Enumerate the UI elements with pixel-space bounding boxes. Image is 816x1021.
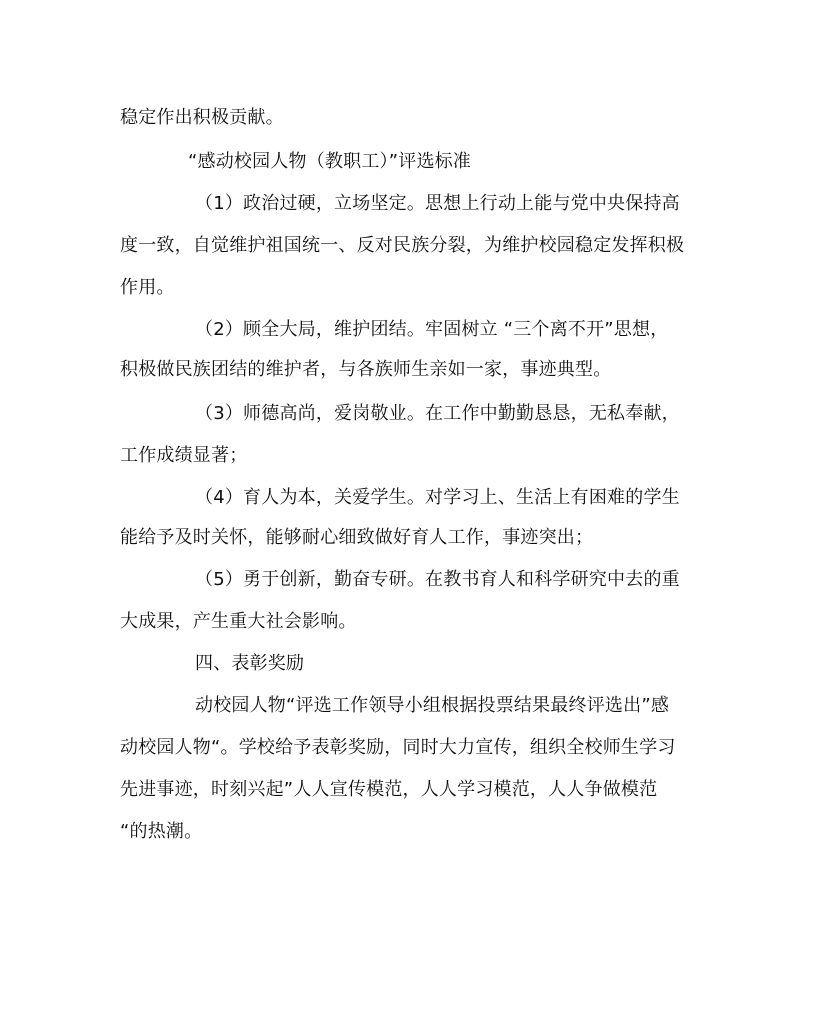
criterion-1-line-2: 度一致，自觉维护祖国统一、反对民族分裂，为维护校园稳定发挥积极 [120, 235, 685, 256]
criterion-3-line-2: 工作成绩显著； [120, 445, 248, 466]
awards-paragraph-line-4: “的热潮。 [120, 821, 203, 842]
criterion-4-line-1: （4）育人为本，关爱学生。对学习上、生活上有困难的学生 [195, 487, 680, 508]
criterion-4-line-2: 能给予及时关怀，能够耐心细致做好育人工作，事迹突出； [120, 527, 594, 548]
criterion-5-line-2: 大成果，产生重大社会影响。 [120, 611, 357, 632]
criterion-2-line-2: 积极做民族团结的维护者，与各族师生亲如一家，事迹典型。 [120, 359, 612, 380]
section-heading-awards: 四、表彰奖励 [195, 653, 305, 674]
criterion-2-line-1: （2）顾全大局，维护团结。牢固树立 “三个离不开”思想， [195, 319, 669, 340]
awards-paragraph-line-2: 动校园人物“。学校给予表彰奖励，同时大力宣传，组织全校师生学习 [120, 737, 676, 758]
section-heading-criteria: “感动校园人物（教职工）”评选标准 [188, 151, 472, 172]
criterion-1-line-3: 作用。 [120, 277, 175, 298]
criterion-5-line-1: （5）勇于创新，勤奋专研。在教书育人和科学研究中去的重 [195, 569, 680, 590]
awards-paragraph-line-1: 动校园人物“评选工作领导小组根据投票结果最终评选出”感 [195, 695, 670, 716]
awards-paragraph-line-3: 先进事迹，时刻兴起”人人宣传模范，人人学习模范，人人争做模范 [120, 779, 658, 800]
criterion-3-line-1: （3）师德高尚，爱岗敬业。在工作中勤勤恳恳，无私奉献， [195, 403, 680, 424]
criterion-1-line-1: （1）政治过硬，立场坚定。思想上行动上能与党中央保持高 [195, 193, 680, 214]
paragraph-continuation: 稳定作出积极贡献。 [120, 107, 284, 128]
